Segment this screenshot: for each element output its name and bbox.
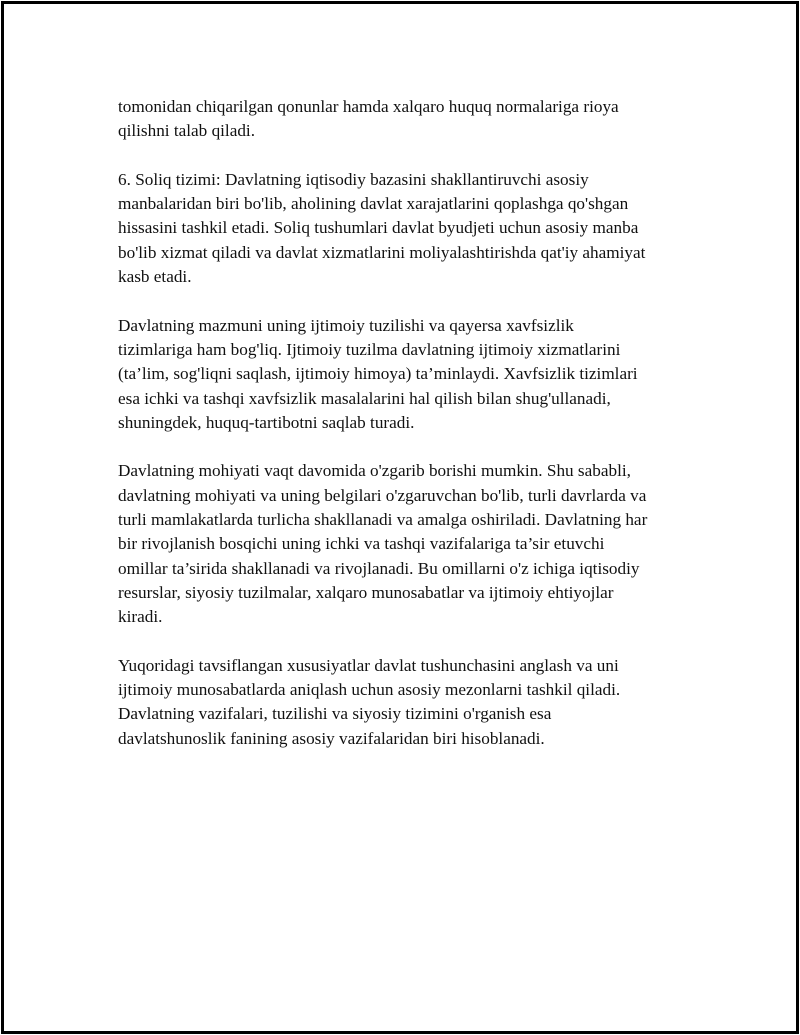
paragraph-continuation: tomonidan chiqarilgan qonunlar hamda xalqaro huquq normalariga rioya qilishni talab qiladi. <box>118 97 619 141</box>
document-body <box>118 95 718 775</box>
paragraph-conclusion: Yuqoridagi tavsiflangan xususiyatlar davlat tushunchasini anglash va uni ijtimoiy munosabatlarda aniqlash uchun asosiy mezonlarni tashkil qiladi. Davlatning vazifalari, tuzilishi va siyosiy tizimini o'rganish esa davlatshunoslik fanining asosiy vazifalaridan biri hisoblanadi. <box>118 655 621 748</box>
document-page <box>1 1 799 1034</box>
paragraph-state-essence: Davlatning mohiyati vaqt davomida o'zgarib borishi mumkin. Shu sababli, davlatning mohiyati va uning belgilari o'zgaruvchan bo'lib, turli davrlarda va turli mamlakatlarda turlicha shakllanadi va amalga oshiriladi. Davlatning har bir rivojlanish bosqichi uning ichki va tashqi vazifalariga ta’sir etuvchi omillar ta’sirida shakllanadi va rivojlanadi. Bu omillarni o'z ichiga iqtisodiy resurslar, siyosiy tuzilmalar, xalqaro munosabatlar va ijtimoiy ehtiyojlar kiradi. <box>118 461 648 627</box>
paragraph-tax-system: 6. Soliq tizimi: Davlatning iqtisodiy bazasini shakllantiruvchi asosiy manbalaridan biri bo'lib, aholining davlat xarajatlarini qoplashga qo'shgan hissasini tashkil etadi. Soliq tushumlari davlat byudjeti uchun asosiy manba bo'lib xizmat qiladi va davlat xizmatlarini moliyalashtirishda qat'iy ahamiyat kasb etadi. <box>118 169 646 287</box>
paragraph-state-content: Davlatning mazmuni uning ijtimoiy tuzilishi va qayersa xavfsizlik tizimlariga ham bog'liq. Ijtimoiy tuzilma davlatning ijtimoiy xizmatlarini (ta’lim, sog'liqni saqlash, ijtimoiy himoya) ta’minlaydi. Xavfsizlik tizimlari esa ichki va tashqi xavfsizlik masalalarini hal qilish bilan shug'ullanadi, shuningdek, huquq-tartibotni saqlab turadi. <box>118 315 638 432</box>
